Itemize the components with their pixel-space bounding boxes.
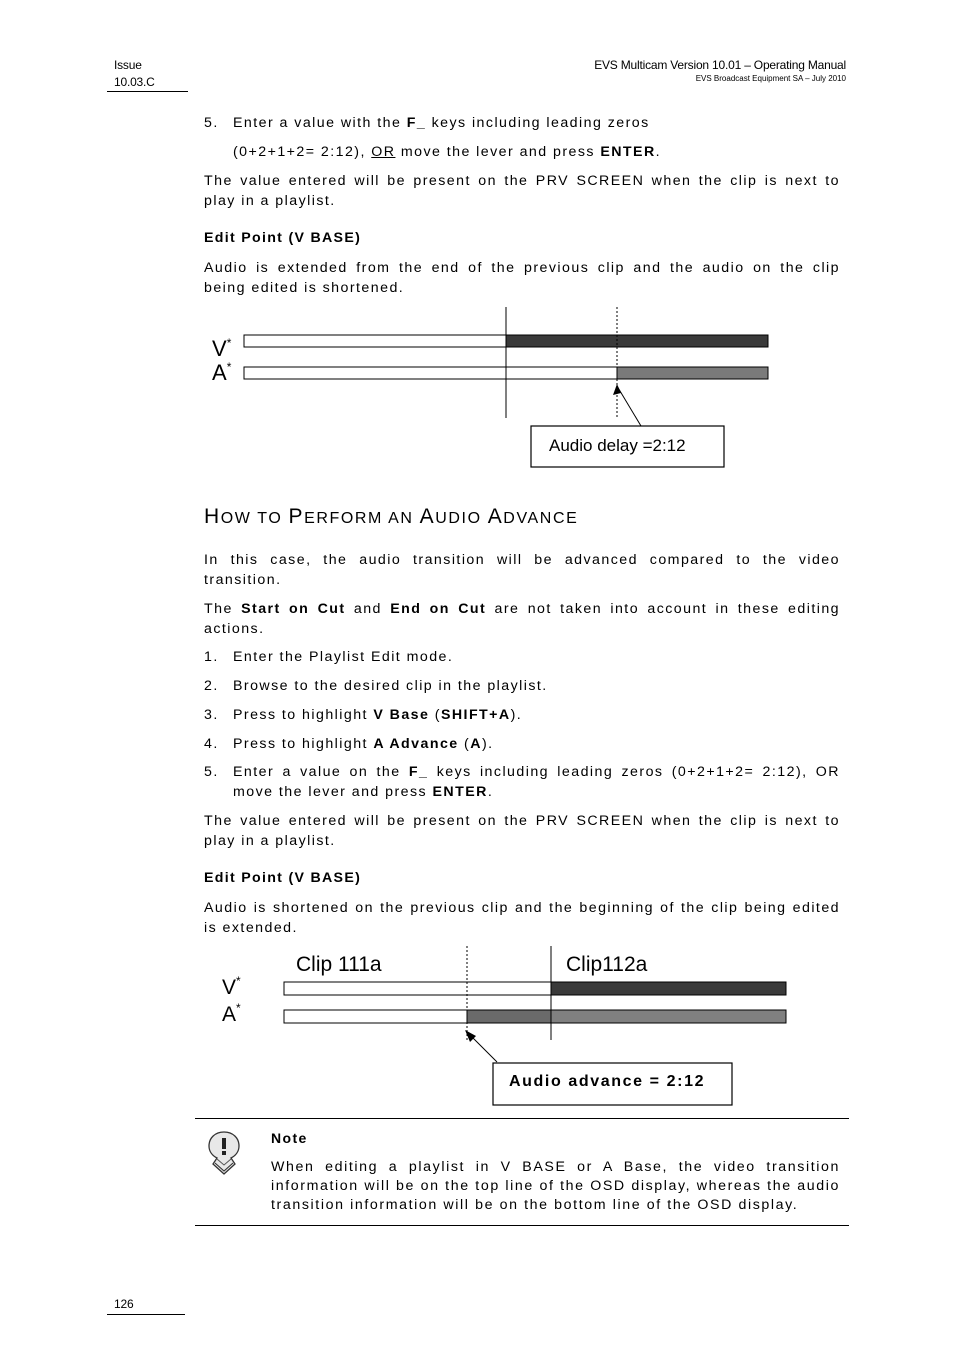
v-track-current-clip	[506, 335, 768, 347]
edit-point-heading-2: Edit Point (V BASE)	[204, 870, 362, 886]
step-text: (0+2+1+2= 2:12),	[233, 144, 372, 160]
step-text: keys including leading zeros	[426, 115, 650, 131]
step-5: 5. Enter a value on the F_ keys including leading zeros (0+2+1+2= 2:12), OR move the lever and press ENTER.	[204, 764, 840, 800]
paragraph-start-on-cut: The Start on Cut and End on Cut are not taken into account in these editing actions.	[204, 601, 841, 637]
a-track-label: A*	[222, 1001, 241, 1026]
v-track-label: V*	[222, 974, 241, 999]
footer-rule	[107, 1314, 185, 1315]
v-track-clip-111a	[284, 982, 551, 995]
key-enter: ENTER	[600, 144, 656, 160]
step-number: 5.	[204, 115, 219, 131]
paragraph-audio-shortened: Audio is shortened on the previous clip and the beginning of the clip being edited is extended.	[204, 900, 840, 936]
paragraph-audio-extended: Audio is extended from the end of the previous clip and the audio on the clip being edited is shortened.	[204, 260, 840, 296]
a-track-clip-112a	[551, 1010, 786, 1023]
a-track-label: A*	[212, 360, 232, 385]
note-text: When editing a playlist in V BASE or A Base, the video transition information will be on the top line of the OSD display, whereas the audio transition information will be on the bottom line of the OSD display.	[271, 1159, 840, 1213]
step-3: 3. Press to highlight V Base (SHIFT+A).	[204, 707, 523, 723]
note-top-rule	[195, 1118, 849, 1119]
page-number: 126	[114, 1297, 134, 1311]
callout-arrowhead	[613, 384, 621, 395]
clip-112a-label: Clip112a	[566, 953, 648, 976]
note-bottom-rule	[195, 1225, 849, 1226]
v-track-previous-clip	[244, 335, 506, 347]
step-5-top	[204, 114, 840, 163]
key-f: F_	[406, 115, 427, 131]
callout-arrow-line	[617, 386, 641, 426]
v-track-label: V*	[212, 336, 232, 361]
header-company-line: EVS Broadcast Equipment SA – July 2010	[695, 74, 846, 83]
audio-advance-diagram	[210, 942, 800, 1112]
step-1: 1. Enter the Playlist Edit mode.	[204, 649, 454, 665]
a-track-clip-111a	[284, 1010, 467, 1023]
clip-111a-label: Clip 111a	[296, 953, 382, 976]
v-track-clip-112a	[551, 982, 786, 995]
callout-audio-delay: Audio delay =2:12	[549, 436, 686, 455]
header-left-rule	[107, 91, 188, 92]
or-underlined: OR	[371, 144, 396, 160]
header-manual-title: EVS Multicam Version 10.01 – Operating Manual	[594, 58, 846, 72]
paragraph-prv-screen-1: The value entered will be present on the PRV SCREEN when the clip is next to play in a playlist.	[204, 173, 840, 209]
audio-delay-diagram	[200, 300, 780, 472]
note-warning-icon	[205, 1130, 243, 1176]
step-2: 2. Browse to the desired clip in the playlist.	[204, 678, 548, 694]
callout-arrowhead	[465, 1030, 476, 1042]
header-issue-label: Issue	[114, 58, 142, 72]
step-text: Enter a value with the	[233, 115, 407, 131]
edit-point-heading-1: Edit Point (V BASE)	[204, 230, 362, 246]
a-track-advanced-audio	[467, 1010, 551, 1023]
callout-audio-advance: Audio advance = 2:12	[509, 1073, 706, 1090]
section-title: HOW TO PERFORM AN AUDIO ADVANCE	[204, 505, 579, 528]
step-4: 4. Press to highlight A Advance (A).	[204, 736, 494, 752]
step-text: move the lever and press	[395, 144, 601, 160]
header-issue-number: 10.03.C	[114, 75, 155, 89]
a-track-current-clip	[617, 367, 768, 379]
paragraph-prv-screen-2: The value entered will be present on the PRV SCREEN when the clip is next to play in a playlist.	[204, 813, 840, 849]
note-title: Note	[271, 1130, 308, 1146]
a-track-previous-clip	[244, 367, 617, 379]
step-text: .	[655, 144, 662, 160]
paragraph-case: In this case, the audio transition will be advanced compared to the video transition.	[204, 552, 840, 588]
